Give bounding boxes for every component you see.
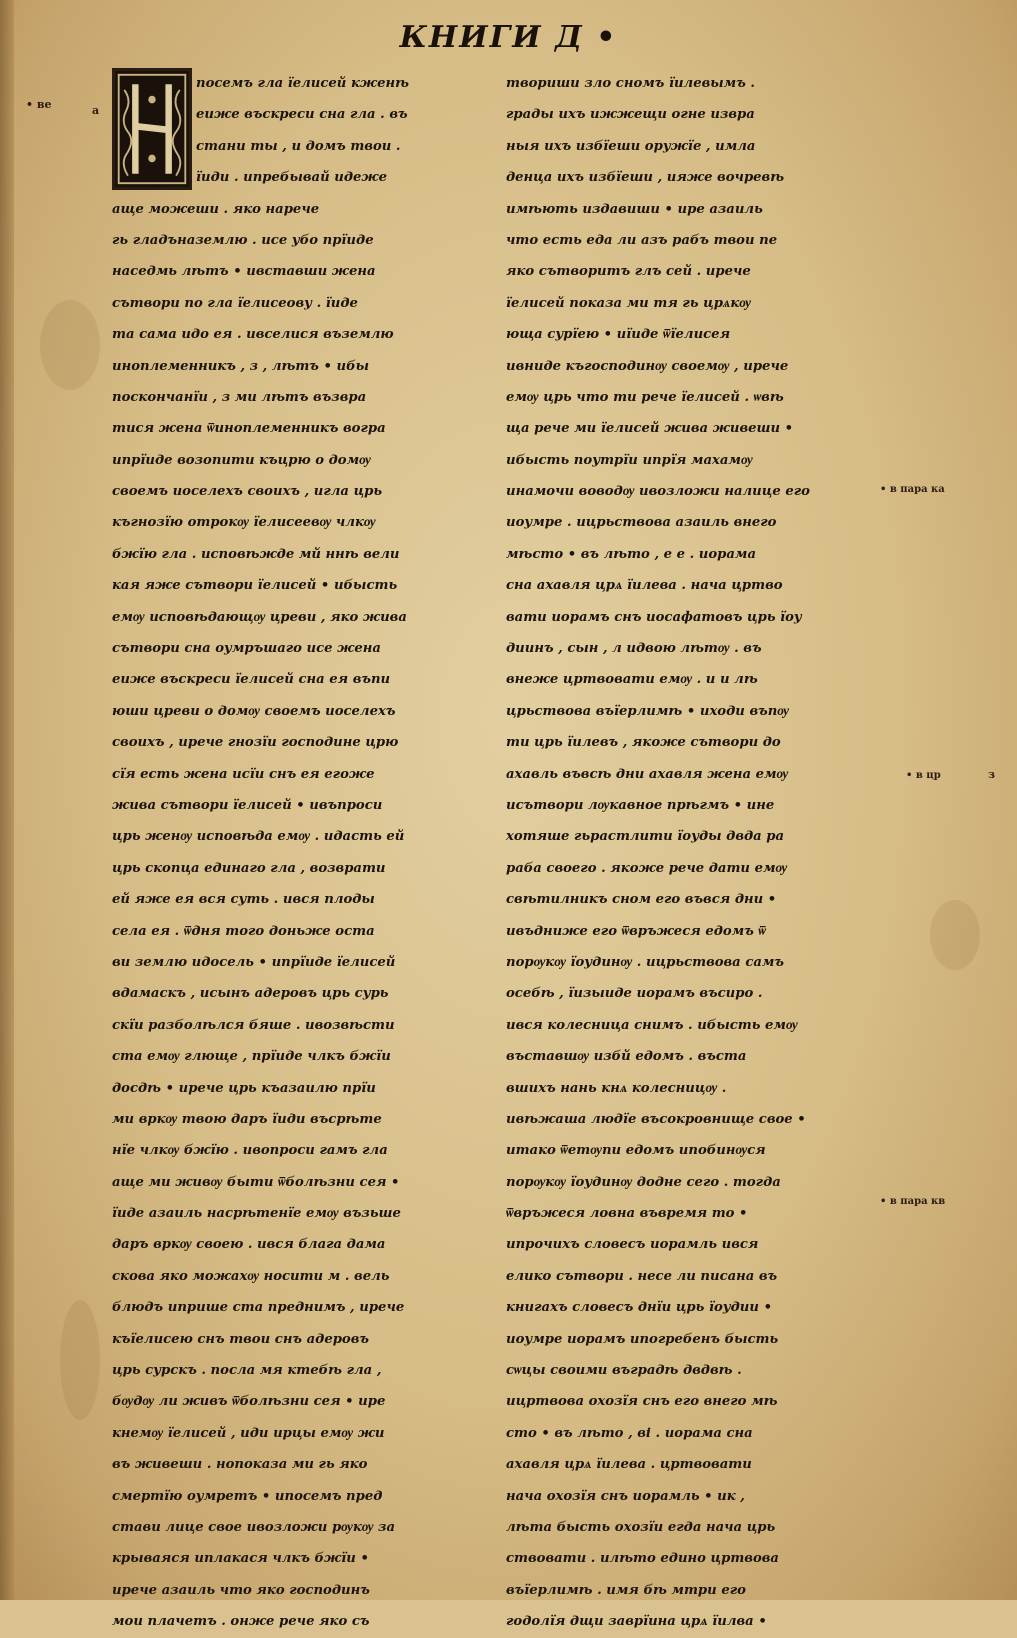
text-line: еиже въскреси сна гла . въ	[196, 107, 408, 123]
text-line: сѡцы своими въградѣ двдвѣ .	[506, 1363, 742, 1379]
right-margin-mark: з	[988, 768, 996, 781]
paper-stain	[930, 900, 980, 970]
text-line: ахавля црѧ їилева . цртвовати	[506, 1457, 752, 1473]
text-line: ста емѹ глюще , прїиде члкъ бжїи	[112, 1049, 391, 1065]
text-line: ахавль въвсѣ дни ахавля жена емѹ	[506, 766, 789, 782]
page-title: КНИГИ Д •	[399, 20, 618, 55]
text-line: внеже цртвовати емѹ . и и лѣ	[506, 672, 758, 688]
text-line: ныя ихъ избїеши оружїе , имла	[506, 138, 756, 154]
text-line: кнемѹ їелисей , иди ирцы емѹ жи	[112, 1425, 385, 1441]
text-line: црь женѹ исповѣда емѹ . идасть ей	[112, 829, 405, 845]
text-line: црьствова въїерлимѣ • иходи въпѹ	[506, 703, 789, 719]
text-line: кая яже сътвори їелисей • ибысть	[112, 578, 398, 594]
text-line: сїя есть жена исїи снъ ея егоже	[112, 766, 375, 782]
text-line: нача охозїя снъ иорамль • ик ,	[506, 1488, 745, 1504]
text-line: бжїю гла . исповѣжде мй ннѣ вели	[112, 546, 400, 562]
text-line: ей яже ея вся суть . ився плоды	[112, 892, 375, 908]
text-line: ипрочихъ словесъ иорамль ився	[506, 1237, 759, 1253]
text-line: итако ѿетѹпи едомъ ипобинѹся	[506, 1143, 766, 1159]
text-line: сътвори по гла їелисеову . їиде	[112, 295, 358, 311]
text-line: крываяся иплакася члкъ бжїи •	[112, 1551, 369, 1567]
text-line: порѹкѹ їоудинѹ додне сего . тогда	[506, 1174, 781, 1190]
text-line: црь скопца единаго гла , возврати	[112, 860, 386, 876]
text-line: исътвори лѹкавное прѣгмъ • ине	[506, 797, 775, 813]
text-line: аще можеши . яко нарече	[112, 201, 320, 217]
text-line: что есть еда ли азъ рабъ твои пе	[506, 232, 778, 248]
text-line: вшихъ нань кнѧ колесницѹ .	[506, 1080, 727, 1096]
text-line: осебѣ , їизыиде иорамъ въсиро .	[506, 986, 763, 1002]
text-line: ивъдниже его ѿвръжеся едомъ ѿ	[506, 923, 766, 939]
text-line: книгахъ словесъ днїи црь їоудии •	[506, 1300, 773, 1316]
text-line: своемъ иоселехъ своихъ , игла црь	[112, 484, 383, 500]
text-line: юща сурїею • иїиде ѿїелисея	[506, 327, 731, 343]
text-line: инамочи воводѹ ивозложи налице его	[506, 484, 810, 500]
text-line: въставшѹ избй едомъ . въста	[506, 1049, 747, 1065]
text-line: яко сътворитъ глъ сей . ирече	[506, 264, 751, 280]
text-line: ми вркѹ твою даръ їиди въсрѣте	[112, 1111, 382, 1127]
text-line: иоумре . ицрьствова азаиль внего	[506, 515, 777, 531]
text-line: грады ихъ ижжещи огне извра	[506, 107, 755, 123]
text-line: мои плачетъ . онже рече яко съ	[112, 1614, 370, 1630]
paper-stain	[40, 300, 100, 390]
text-line: тися жена ѿиноплеменникъ вогра	[112, 421, 386, 437]
text-line: ицртвова охозїя снъ его внего мѣ	[506, 1394, 778, 1410]
text-line: ви землю идосель • ипрїиде їелисей	[112, 954, 396, 970]
text-line: блюдъ иприше ста преднимъ , ирече	[112, 1300, 405, 1316]
text-line: ивниде къгосподинѹ своемѹ , ирече	[506, 358, 789, 374]
text-line: жива сътвори їелисей • ивъпроси	[112, 797, 383, 813]
text-line: мѣсто • въ лѣто , е е . иорама	[506, 546, 757, 562]
text-line: лѣта бысть охозїи егда нача црь	[506, 1519, 776, 1535]
right-text-column	[506, 68, 892, 1638]
text-line: наседмь лѣтъ • ивставши жена	[112, 264, 376, 280]
text-line: скїи разболѣлся бяше . ивозвѣсти	[112, 1017, 395, 1033]
text-line: емѹ црь что ти рече їелисей . ѡвѣ	[506, 389, 784, 405]
text-line: порѹкѹ їоудинѹ . ицрьствова самъ	[506, 954, 785, 970]
text-line: смертїю оумретъ • ипосемъ пред	[112, 1488, 383, 1504]
text-line: къїелисею снъ твои снъ адеровъ	[112, 1331, 369, 1347]
text-line: въїерлимѣ . имя бѣ мтри его	[506, 1582, 746, 1598]
text-line: їиде азаиль насрѣтенїе емѹ възьше	[112, 1206, 401, 1222]
text-line: сто • въ лѣто , ві . иорама сна	[506, 1425, 753, 1441]
text-line: имѣють издавиши • ире азаиль	[506, 201, 763, 217]
text-line: ивѣжаша людїе въсокровнище свое •	[506, 1111, 806, 1127]
text-line: ипрїиде возопити къцрю о домѹ	[112, 452, 371, 468]
left-margin-mark: • ве	[26, 98, 52, 111]
text-line: ився колесница снимъ . ибысть емѹ	[506, 1017, 798, 1033]
text-line: їиди . ипребывай идеже	[196, 170, 387, 186]
text-line: иноплеменникъ , з , лѣтъ • ибы	[112, 358, 370, 374]
text-line: скова яко можахѹ носити м . вель	[112, 1268, 390, 1284]
text-line: ти црь їилевъ , якоже сътвори до	[506, 735, 781, 751]
text-line: твориши зло сномъ їилевымъ .	[506, 76, 755, 91]
text-line: стави лице свое ивозложи рѹкѹ за	[112, 1519, 396, 1535]
text-line: своихъ , ирече гнозїи господине црю	[112, 735, 399, 751]
text-line: гь гладъназемлю . исе убо прїиде	[112, 232, 374, 248]
right-margin-note: • в цр	[906, 770, 941, 781]
text-line: ибысть поутрїи ипрїя махамѹ	[506, 452, 753, 468]
text-line: аще ми живѹ быти ѿболѣзни сея •	[112, 1174, 400, 1190]
left-text-column	[112, 68, 498, 1638]
text-line: їелисей показа ми тя гь црѧкѹ	[506, 295, 751, 311]
text-line: посемъ гла їелисей кженѣ	[196, 76, 409, 91]
text-line: свѣтилникъ сном его въвся дни •	[506, 892, 777, 908]
text-line: ѿвръжеся ловна въвремя то •	[506, 1206, 748, 1222]
text-line: еиже въскреси їелисей сна ея въпи	[112, 672, 391, 688]
text-line: села ея . ѿдня того доньже оста	[112, 923, 375, 939]
text-line: та сама идо ея . ивселися въземлю	[112, 327, 394, 343]
text-line: въ живеши . нопоказа ми гь яко	[112, 1457, 368, 1473]
text-line: даръ вркѹ своею . ився блага дама	[112, 1237, 386, 1253]
text-line: ирече азаиль что яко господинъ	[112, 1582, 370, 1598]
text-line: бѹдѹ ли живъ ѿболѣзни сея • ире	[112, 1394, 386, 1410]
text-line: раба своего . якоже рече дати емѹ	[506, 860, 788, 876]
text-line: иоумре иорамъ ипогребенъ бысть	[506, 1331, 779, 1347]
text-line: вати иорамъ снъ иосафатовъ црь їоу	[506, 609, 802, 625]
text-line: годолїя дщи заврїина црѧ їилва •	[506, 1614, 767, 1630]
text-line: вдамаскъ , исынъ адеровъ црь сурь	[112, 986, 389, 1002]
text-line: нїе члкѹ бжїю . ивопроси гамъ гла	[112, 1143, 388, 1159]
text-line: ствовати . илѣто едино цртвова	[506, 1551, 779, 1567]
text-line: црь сурскъ . посла мя ктебѣ гла ,	[112, 1363, 382, 1379]
text-line: стани ты , и домъ твои .	[196, 138, 401, 154]
text-line: юши цреви о домѹ своемъ иоселехъ	[112, 703, 396, 719]
text-line: къгнозїю отрокѹ їелисеевѹ члкѹ	[112, 515, 376, 531]
text-line: емѹ исповѣдающѹ цреви , яко жива	[112, 609, 407, 625]
text-line: сна ахавля црѧ їилева . нача цртво	[506, 578, 783, 594]
right-margin-note: • в пара ка	[880, 484, 945, 495]
text-line: диинъ , сын , л идвою лѣтѹ . въ	[506, 641, 762, 657]
text-line: поскончанїи , з ми лѣтъ възвра	[112, 389, 367, 405]
text-line: досдѣ • ирече црь къазаилю прїи	[112, 1080, 376, 1096]
text-line: сътвори сна оумръшаго исе жена	[112, 641, 381, 657]
text-line: елико сътвори . несе ли писана въ	[506, 1268, 778, 1284]
right-margin-note: • в пара кв	[880, 1196, 946, 1207]
text-line: ща рече ми їелисей жива живеши •	[506, 421, 794, 437]
left-margin-mark: а	[92, 104, 100, 117]
text-line: хотяше гьрастлити їоуды двда ра	[506, 829, 785, 845]
paper-stain	[60, 1300, 100, 1420]
text-line: денца ихъ избїеши , ияже вочревѣ	[506, 170, 785, 186]
